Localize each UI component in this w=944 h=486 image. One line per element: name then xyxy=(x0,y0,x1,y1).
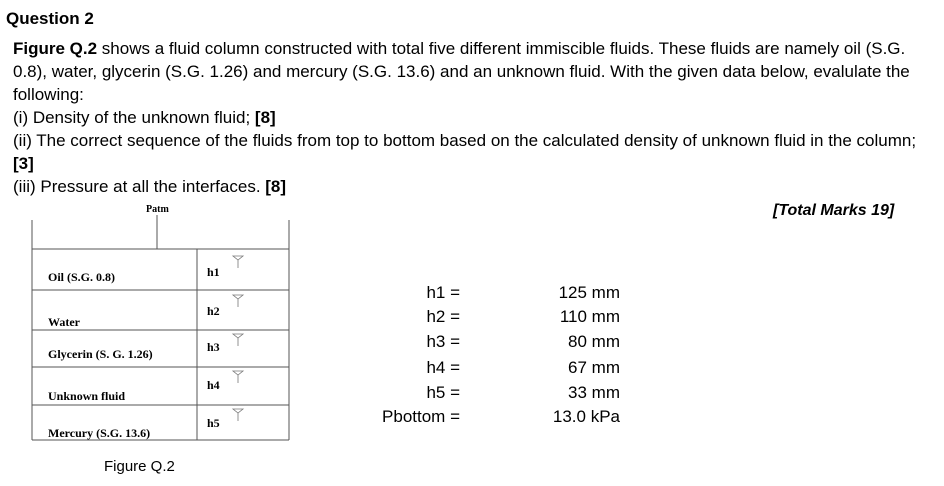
given-value-h5: 33 mm xyxy=(568,383,620,402)
figure-caption: Figure Q.2 xyxy=(104,458,175,475)
fluid-label-unknown: Unknown fluid xyxy=(48,389,126,403)
intro-text: Figure Q.2 shows a fluid column constructed with total five different immiscible fluids. These fluids are namely oil (S.G. 0.8), water, glycerin (S.G. 1.26) and mercury (S.G. 13.6) and an unknown fluid. With the given data below, evalulate the following: xyxy=(13,39,910,104)
given-value-h4: 67 mm xyxy=(568,358,620,377)
fluid-label-water: Water xyxy=(48,315,80,329)
part-1: (i) Density of the unknown fluid; [8] xyxy=(13,108,276,127)
fluid-label-oil: Oil (S.G. 0.8) xyxy=(48,270,116,284)
fluid-label-mercury: Mercury (S.G. 13.6) xyxy=(48,426,151,440)
surface-markers xyxy=(233,256,243,421)
surface-marker-1 xyxy=(233,256,243,260)
question-title: Question 2 xyxy=(6,9,94,28)
patm-label: Patm xyxy=(146,204,169,215)
given-label-h1: h1 = xyxy=(426,283,460,302)
height-label-h2: h2 xyxy=(207,304,220,318)
height-label-h1: h1 xyxy=(207,265,220,279)
given-value-h1: 125 mm xyxy=(558,283,620,302)
height-label-h3: h3 xyxy=(207,340,220,354)
height-label-h4: h4 xyxy=(207,378,220,392)
given-value-h3: 80 mm xyxy=(568,332,620,351)
given-label-h3: h3 = xyxy=(426,332,460,351)
figure-ref: Figure Q.2 xyxy=(13,39,98,58)
given-value-h2: 110 mm xyxy=(559,307,620,326)
given-label-h4: h4 = xyxy=(426,358,460,377)
given-label-h5: h5 = xyxy=(426,383,460,402)
surface-marker-2 xyxy=(233,295,243,299)
surface-marker-4 xyxy=(233,371,243,375)
given-value-pbottom: 13.0 kPa xyxy=(552,407,620,426)
fluid-label-glycerin: Glycerin (S. G. 1.26) xyxy=(48,347,153,361)
part-3: (iii) Pressure at all the interfaces. [8] xyxy=(13,177,287,196)
total-marks: [Total Marks 19] xyxy=(773,202,895,219)
height-label-h5: h5 xyxy=(207,416,220,430)
part-2: (ii) The correct sequence of the fluids from top to bottom based on the calculated density of unknown fluid in the column; [3] xyxy=(13,131,917,173)
surface-marker-3 xyxy=(233,334,243,338)
surface-marker-5 xyxy=(233,409,243,413)
given-label-h2: h2 = xyxy=(426,307,460,326)
given-label-pbottom: Pbottom = xyxy=(382,407,460,426)
